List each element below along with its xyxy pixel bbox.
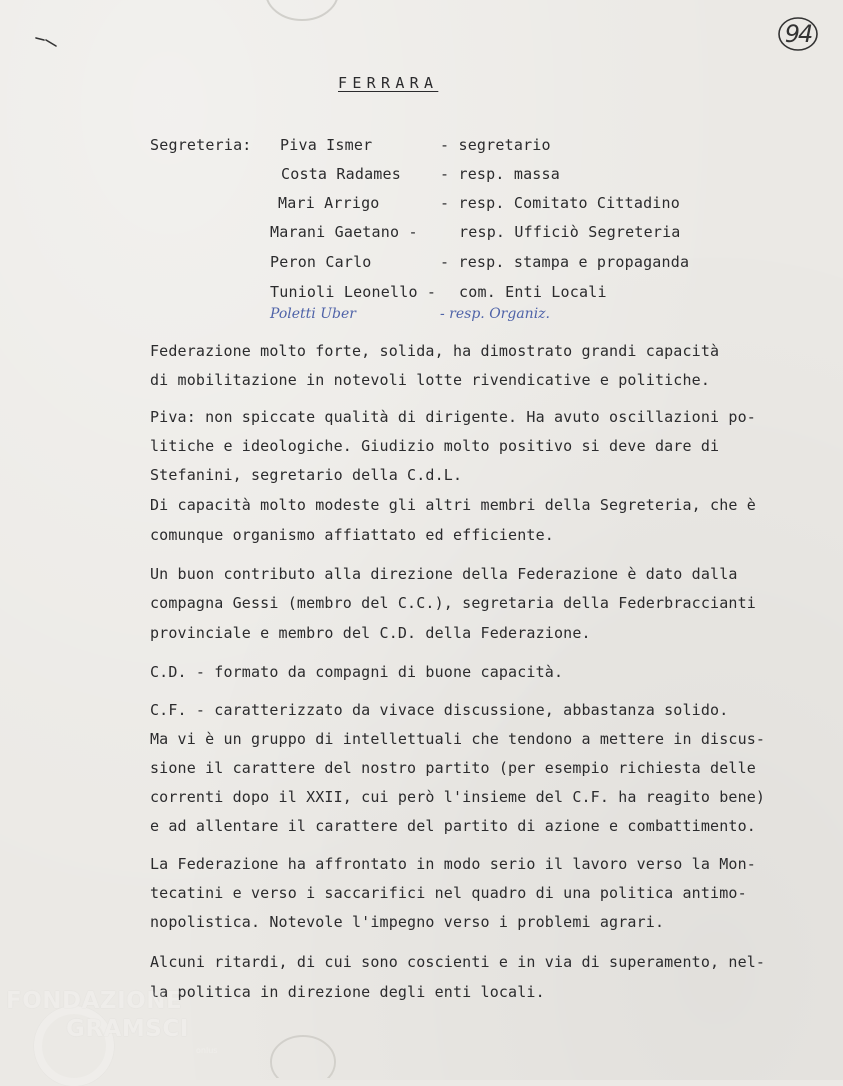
bleed-through-stamp xyxy=(262,0,342,24)
paragraph-line: e ad allentare il carattere del partito di azione e combattimento. xyxy=(150,817,756,835)
paragraph-line: Un buon contributo alla direzione della Federazione è dato dalla xyxy=(150,565,738,583)
member-name: Marani Gaetano - xyxy=(270,223,418,241)
paragraph-line: Federazione molto forte, solida, ha dimostrato grandi capacità xyxy=(150,342,720,360)
handwritten-member-role: - resp. Organiz. xyxy=(440,306,551,322)
watermark-line-1: FONDAZIONE xyxy=(6,988,183,1014)
paragraph-line: provinciale e membro del C.D. della Federazione. xyxy=(150,624,591,642)
member-role: - segretario xyxy=(440,136,551,154)
member-role: - resp. stampa e propaganda xyxy=(440,253,690,271)
paragraph-line: C.D. - formato da compagni di buone capacità. xyxy=(150,663,564,681)
page-title: FERRARA xyxy=(338,74,439,92)
bleed-through-stamp-bottom xyxy=(268,1028,338,1078)
paragraph-line: Piva: non spiccate qualità di dirigente. Ha avuto oscillazioni po- xyxy=(150,408,756,426)
member-role: - resp. Comitato Cittadino xyxy=(440,194,680,212)
paragraph-line: sione il carattere del nostro partito (per esempio richiesta delle xyxy=(150,759,756,777)
paragraph-line: correnti dopo il XXII, cui però l'insieme del C.F. ha reagito bene) xyxy=(150,788,766,806)
member-name: Peron Carlo xyxy=(270,253,372,271)
member-name: Tunioli Leonello - xyxy=(270,283,437,301)
pen-mark-icon xyxy=(34,34,64,50)
paragraph-line: compagna Gessi (membro del C.C.), segretaria della Federbraccianti xyxy=(150,594,756,612)
paragraph-line: Di capacità molto modeste gli altri membri della Segreteria, che è xyxy=(150,496,756,514)
paragraph-line: la politica in direzione degli enti locali. xyxy=(150,983,545,1001)
handwritten-member-name: Poletti Uber xyxy=(270,306,356,322)
member-name: Piva Ismer xyxy=(280,136,373,154)
paragraph-line: nopolistica. Notevole l'impegno verso i problemi agrari. xyxy=(150,913,665,931)
page-number xyxy=(776,14,820,54)
member-name: Mari Arrigo xyxy=(278,194,380,212)
watermark-line-2: GRAMSCI xyxy=(66,1016,189,1042)
member-role: - resp. massa xyxy=(440,165,560,183)
paragraph-line: Alcuni ritardi, di cui sono coscienti e in via di superamento, nel- xyxy=(150,953,766,971)
paragraph-line: C.F. - caratterizzato da vivace discussione, abbastanza solido. xyxy=(150,701,729,719)
paragraph-line: litiche e ideologiche. Giudizio molto positivo si deve dare di xyxy=(150,437,720,455)
member-role: com. Enti Locali xyxy=(459,283,607,301)
paragraph-line: La Federazione ha affrontato in modo serio il lavoro verso la Mon- xyxy=(150,855,756,873)
fondazione-gramsci-watermark xyxy=(6,986,216,1076)
paragraph-line: Ma vi è un gruppo di intellettuali che tendono a mettere in discus- xyxy=(150,730,766,748)
member-role: resp. Ufficiò Segreteria xyxy=(459,223,681,241)
watermark-line-3: onlus xyxy=(196,1046,218,1055)
paragraph-line: comunque organismo affiattato ed efficiente. xyxy=(150,526,554,544)
member-name: Costa Radames xyxy=(281,165,401,183)
page-number-text: 94 xyxy=(784,20,812,48)
paragraph-line: tecatini e verso i saccarifici nel quadro di una politica antimo- xyxy=(150,884,747,902)
segreteria-label: Segreteria: xyxy=(150,136,252,154)
paragraph-line: Stefanini, segretario della C.d.L. xyxy=(150,466,463,484)
paragraph-line: di mobilitazione in notevoli lotte rivendicative e politiche. xyxy=(150,371,711,389)
